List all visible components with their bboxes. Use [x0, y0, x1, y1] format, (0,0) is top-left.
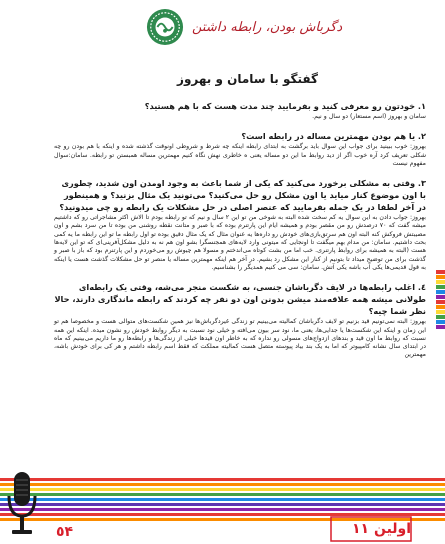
- microphone-icon: [4, 470, 40, 540]
- answer: بهروز: جواب دادن به این سوال یه کم سخت شده البته به شوخی من تو این ٢ سال و نیم که تو رابطه بودم تا الاش اکثر مشاجراتی رو که داشتیم میشه گفت که ٧٠ درصدش رو من مقصر بودم و همیشه ایام این پارتنرم بوده که با صبر و متانت نقطه روشنی من بوده تا من سرد بشم و اون مصیبتش فروکش کنه البته اون هم سرتق‌بازی‌های خودش رو داره‌ها یه عنوان مثال که یک مثال دقیق بوده تو اول رابطه ما تو این رابطه ما یه کمی بحث داشتیم. سامان: من مدام بهم میگفت تا اونجایی که میتونی وارد لایه‌های همجنسگرا بشو اون هم نه به دلیل مشکل‌آفرینی‌ای که تو این لایه‌ها هست (البته به همیشه برای روابط پارتنری. خب اما من بشت کوتاه می‌اندختم و مسولا هم چیوش رو می‌خوردم و این پارتنرم بود که باز با صبر و گذشت برای من توضیح میداد تا بتونیم از کنار این مشکل رد بشیم. در آخر هم اینکه مهمترین مساله یا منصر تو حل مشکلات گذشت هست یا اینکه به قول قدیمی‌ها یکی آب باشه یکی آتش. سامان: سی می کنیم همدیگر را بشناسیم.: [54, 214, 427, 271]
- page-number: ٥۴: [56, 524, 74, 540]
- logo-seal-icon: [146, 8, 184, 46]
- qa-item: [54, 177, 426, 272]
- magazine-name: اولین ١١: [352, 521, 412, 537]
- question: ٣. وقتی به مشکلی برخورد می‌کنید که یکی از شما باعث به وجود اومدن اون شدید، چطوری با اون موضوع کنار میاید یا اون مشکل رو حل می‌کنید؟ می‌تونید یک مثال بزنید؟ و همینطور در آخر لطفا در یک جمله بفرمایید که عنصر اصلی در حل مشکلات یک رابطه رو چی میدونید؟: [59, 178, 426, 213]
- answer: بهروز: خوب ببینید برای جواب این سوال باید برگشت به ابتدای رابطه اینکه چه شرط و شروطی اونوقت گذشته شده و اینکه با هم بودن رو چه شکلی تعریف کرد آره خوب اگر از دید روابط ما این دو مساله یعنی ه خاطری نهش نگاه کنیم مهمترین مساله همبستن تو رابطه. سامان:سوال مفهوم نیست: [54, 143, 426, 167]
- question: ٢. یا هم بودن مهمترین مساله در رابطه است؟: [241, 131, 426, 142]
- answer: سامان و بهروز (اسم مستعار) دو سال و نیم.: [312, 113, 426, 120]
- question: ١. خودتون رو معرفی کنید و بفرمایید چند مدت هست که با هم هستید؟: [144, 101, 426, 111]
- question: ٤. اغلب رابطه‌ها در لایف دگرباشان جنسی، به شکست منجر می‌شه، وقتی یک رابطه‌ای طولانی میشه همه علاقه‌مند میشن بدونن اون دو نفر چه کردند که رابطه ماندگاری دارند، حالا نظر شما چیه؟: [54, 282, 426, 317]
- qa-item: [54, 130, 426, 168]
- article: [54, 72, 426, 369]
- qa-item: [54, 281, 426, 359]
- qa-item: [54, 100, 426, 121]
- answer: بهروز: البته نمی‌تونیم قید بزنیم تو لایف دگرباشان کمالیته می‌بینیم تو زندگی غیردگرباش‌ها نیز همین شکست‌های متوالی هست و مخصوصا هم تو این زمان و اینکه این شکست‌ها یا جدایی‌ها، یعنی ما، نود سر بیون می‌افته و خیلی نود نسبت به دیگر روابط خودش رو نشون میده. اینکه این همه نسبت که روابط ما اون قید و بندهای ازدواج‌های مسولی رو نداره که به خاطر اون قیدها خیلی از زندگی‌ها و رابطه‌ها رو ما داریم می‌بینیم که ماه در ابتدای سال نشانه کامپیوتر که اما به یک بند بیاد پیوسته متصل هست کمالیته مملکت که فقط اسم رابطه داشتم و هر کی برای خودش باشه، مهمترین: [54, 318, 426, 359]
- header-tagline: دگرباش بودن، رابطه داشتن: [192, 20, 343, 35]
- article-title: گفتگو با سامان و بهروز: [177, 72, 318, 86]
